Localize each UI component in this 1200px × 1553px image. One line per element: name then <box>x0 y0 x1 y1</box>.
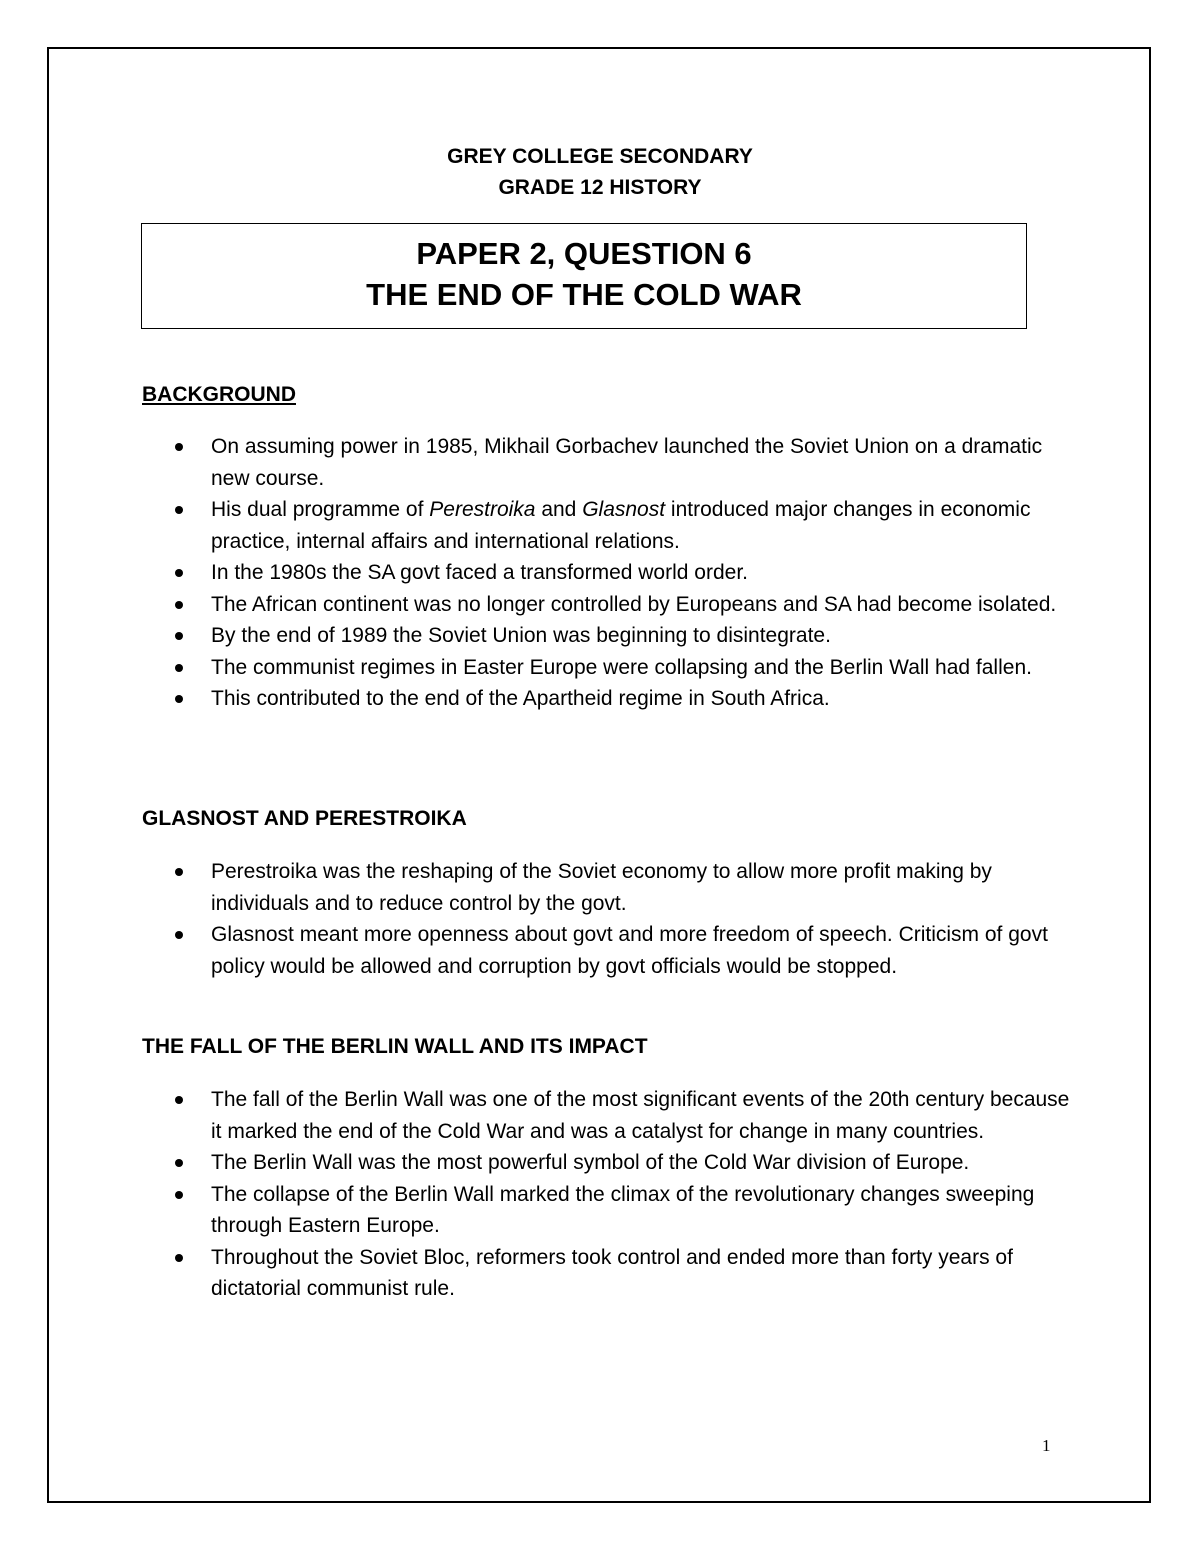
paper-question-title: PAPER 2, QUESTION 6 <box>416 236 752 271</box>
berlin-wall-list <box>0 1084 1200 1305</box>
school-name: GREY COLLEGE SECONDARY <box>447 145 753 168</box>
bullet-icon <box>175 695 183 703</box>
list-item: The fall of the Berlin Wall was one of the most significant events of the 20th century because it marked the end of the Cold War and was a catalyst for change in many countries. <box>0 1084 1200 1147</box>
bullet-icon <box>175 1254 183 1262</box>
section-heading-berlin-wall: THE FALL OF THE BERLIN WALL AND ITS IMPACT <box>142 1035 648 1058</box>
bullet-icon <box>175 931 183 939</box>
bullet-icon <box>175 868 183 876</box>
list-item: The collapse of the Berlin Wall marked the climax of the revolutionary changes sweeping through Eastern Europe. <box>0 1179 1200 1242</box>
bullet-icon <box>175 1159 183 1167</box>
title-box <box>141 223 1027 329</box>
list-item: The Berlin Wall was the most powerful symbol of the Cold War division of Europe. <box>0 1147 1200 1179</box>
bullet-icon <box>175 632 183 640</box>
list-item: His dual programme of Perestroika and Glasnost introduced major changes in economic practice, internal affairs and international relations. <box>0 494 1200 557</box>
list-item: Perestroika was the reshaping of the Soviet economy to allow more profit making by individuals and to reduce control by the govt. <box>0 856 1200 919</box>
list-item: Glasnost meant more openness about govt and more freedom of speech. Criticism of govt policy would be allowed and corruption by govt officials would be stopped. <box>0 919 1200 982</box>
list-item: Throughout the Soviet Bloc, reformers took control and ended more than forty years of dictatorial communist rule. <box>0 1242 1200 1305</box>
section-heading-background: BACKGROUND <box>142 383 296 406</box>
list-item: By the end of 1989 the Soviet Union was beginning to disintegrate. <box>0 620 1200 652</box>
bullet-icon <box>175 601 183 609</box>
list-item: On assuming power in 1985, Mikhail Gorbachev launched the Soviet Union on a dramatic new course. <box>0 431 1200 494</box>
section-heading-glasnost-perestroika: GLASNOST AND PERESTROIKA <box>142 807 467 830</box>
bullet-icon <box>175 1096 183 1104</box>
list-item: The communist regimes in Easter Europe were collapsing and the Berlin Wall had fallen. <box>0 652 1200 684</box>
list-item: This contributed to the end of the Apartheid regime in South Africa. <box>0 683 1200 715</box>
list-item: The African continent was no longer controlled by Europeans and SA had become isolated. <box>0 589 1200 621</box>
topic-title: THE END OF THE COLD WAR <box>366 277 802 312</box>
grade-subject: GRADE 12 HISTORY <box>498 176 702 199</box>
page-number: 1 <box>1042 1436 1051 1455</box>
background-list <box>0 431 1200 715</box>
glasnost-list <box>0 856 1200 982</box>
bullet-icon <box>175 664 183 672</box>
bullet-icon <box>175 506 183 514</box>
term-perestroika: Perestroika <box>429 498 536 521</box>
bullet-icon <box>175 1191 183 1199</box>
list-item: In the 1980s the SA govt faced a transformed world order. <box>0 557 1200 589</box>
bullet-icon <box>175 569 183 577</box>
bullet-icon <box>175 443 183 451</box>
term-glasnost: Glasnost <box>582 498 666 521</box>
